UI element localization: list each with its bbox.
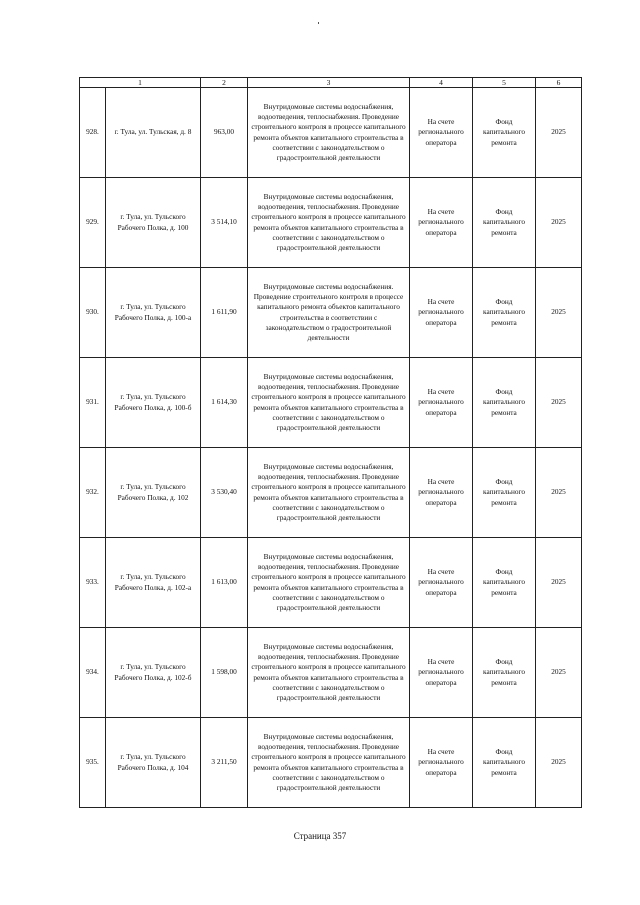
address-cell: г. Тула, ул. Тульского Рабочего Полка, д. 102-а [106,538,201,628]
funding-source-cell: Фонд капитального ремонта [473,358,536,448]
work-description-cell: Внутридомовые системы водоснабжения. Проведение строительного контроля в процессе капитального ремонта объектов капитального строительства в соответствии с законодательством о градостроительной деятельности [248,268,410,358]
header-col-2: 2 [201,78,248,88]
page-number: Страница 357 [293,831,347,841]
year-cell: 2025 [536,88,582,178]
row-number: 931. [80,358,106,448]
funding-method-cell: На счете регионального оператора [410,358,473,448]
funding-source-cell: Фонд капитального ремонта [473,88,536,178]
cost-cell: 963,00 [201,88,248,178]
address-cell: г. Тула, ул. Тульская, д. 8 [106,88,201,178]
table-row [80,358,582,448]
header-col-1: 1 [80,78,201,88]
funding-method-cell: На счете регионального оператора [410,88,473,178]
scan-speck [318,22,319,24]
funding-method-cell: На счете регионального оператора [410,628,473,718]
table-row [80,448,582,538]
table-row [80,628,582,718]
work-description-cell: Внутридомовые системы водоснабжения, водоотведения, теплоснабжения. Проведение строительного контроля в процессе капитального ремонта объектов капитального строительства в соответствии с законодательством о градостроительной деятельности [248,628,410,718]
year-cell: 2025 [536,268,582,358]
cost-cell: 1 611,90 [201,268,248,358]
table-row [80,718,582,808]
cost-cell: 1 614,30 [201,358,248,448]
header-col-5: 5 [473,78,536,88]
funding-method-cell: На счете регионального оператора [410,538,473,628]
year-cell: 2025 [536,448,582,538]
header-col-6: 6 [536,78,582,88]
address-cell: г. Тула, ул. Тульского Рабочего Полка, д. 102 [106,448,201,538]
cost-cell: 3 514,10 [201,178,248,268]
header-col-3: 3 [248,78,410,88]
table-row [80,538,582,628]
row-number: 935. [80,718,106,808]
funding-method-cell: На счете регионального оператора [410,268,473,358]
work-description-cell: Внутридомовые системы водоснабжения, водоотведения, теплоснабжения. Проведение строительного контроля в процессе капитального ремонта объектов капитального строительства в соответствии с законодательством о градостроительной деятельности [248,178,410,268]
funding-source-cell: Фонд капитального ремонта [473,628,536,718]
funding-source-cell: Фонд капитального ремонта [473,268,536,358]
work-description-cell: Внутридомовые системы водоснабжения, водоотведения, теплоснабжения. Проведение строительного контроля в процессе капитального ремонта объектов капитального строительства в соответствии с законодательством о градостроительной деятельности [248,88,410,178]
table-row [80,268,582,358]
funding-method-cell: На счете регионального оператора [410,718,473,808]
funding-method-cell: На счете регионального оператора [410,448,473,538]
cost-cell: 1 598,00 [201,628,248,718]
cost-cell: 3 530,40 [201,448,248,538]
funding-source-cell: Фонд капитального ремонта [473,538,536,628]
row-number: 932. [80,448,106,538]
work-description-cell: Внутридомовые системы водоснабжения, водоотведения, теплоснабжения. Проведение строительного контроля в процессе капитального ремонта объектов капитального строительства в соответствии с законодательством о градостроительной деятельности [248,718,410,808]
work-description-cell: Внутридомовые системы водоснабжения, водоотведения, теплоснабжения. Проведение строительного контроля в процессе капитального ремонта объектов капитального строительства в соответствии с законодательством о градостроительной деятельности [248,448,410,538]
year-cell: 2025 [536,358,582,448]
header-row [80,78,582,88]
year-cell: 2025 [536,538,582,628]
funding-source-cell: Фонд капитального ремонта [473,178,536,268]
table-row [80,178,582,268]
year-cell: 2025 [536,628,582,718]
address-cell: г. Тула, ул. Тульского Рабочего Полка, д. 104 [106,718,201,808]
row-number: 930. [80,268,106,358]
header-col-4: 4 [410,78,473,88]
row-number: 933. [80,538,106,628]
address-cell: г. Тула, ул. Тульского Рабочего Полка, д. 102-б [106,628,201,718]
row-number: 934. [80,628,106,718]
address-cell: г. Тула, ул. Тульского Рабочего Полка, д. 100-а [106,268,201,358]
address-cell: г. Тула, ул. Тульского Рабочего Полка, д. 100 [106,178,201,268]
address-cell: г. Тула, ул. Тульского Рабочего Полка, д. 100-б [106,358,201,448]
cost-cell: 1 613,00 [201,538,248,628]
work-description-cell: Внутридомовые системы водоснабжения, водоотведения, теплоснабжения. Проведение строительного контроля в процессе капитального ремонта объектов капитального строительства в соответствии с законодательством о градостроительной деятельности [248,358,410,448]
work-description-cell: Внутридомовые системы водоснабжения, водоотведения, теплоснабжения. Проведение строительного контроля в процессе капитального ремонта объектов капитального строительства в соответствии с законодательством о градостроительной деятельности [248,538,410,628]
table-row [80,88,582,178]
funding-method-cell: На счете регионального оператора [410,178,473,268]
works-table [79,77,582,808]
row-number: 929. [80,178,106,268]
year-cell: 2025 [536,178,582,268]
row-number: 928. [80,88,106,178]
cost-cell: 3 211,50 [201,718,248,808]
year-cell: 2025 [536,718,582,808]
funding-source-cell: Фонд капитального ремонта [473,718,536,808]
funding-source-cell: Фонд капитального ремонта [473,448,536,538]
